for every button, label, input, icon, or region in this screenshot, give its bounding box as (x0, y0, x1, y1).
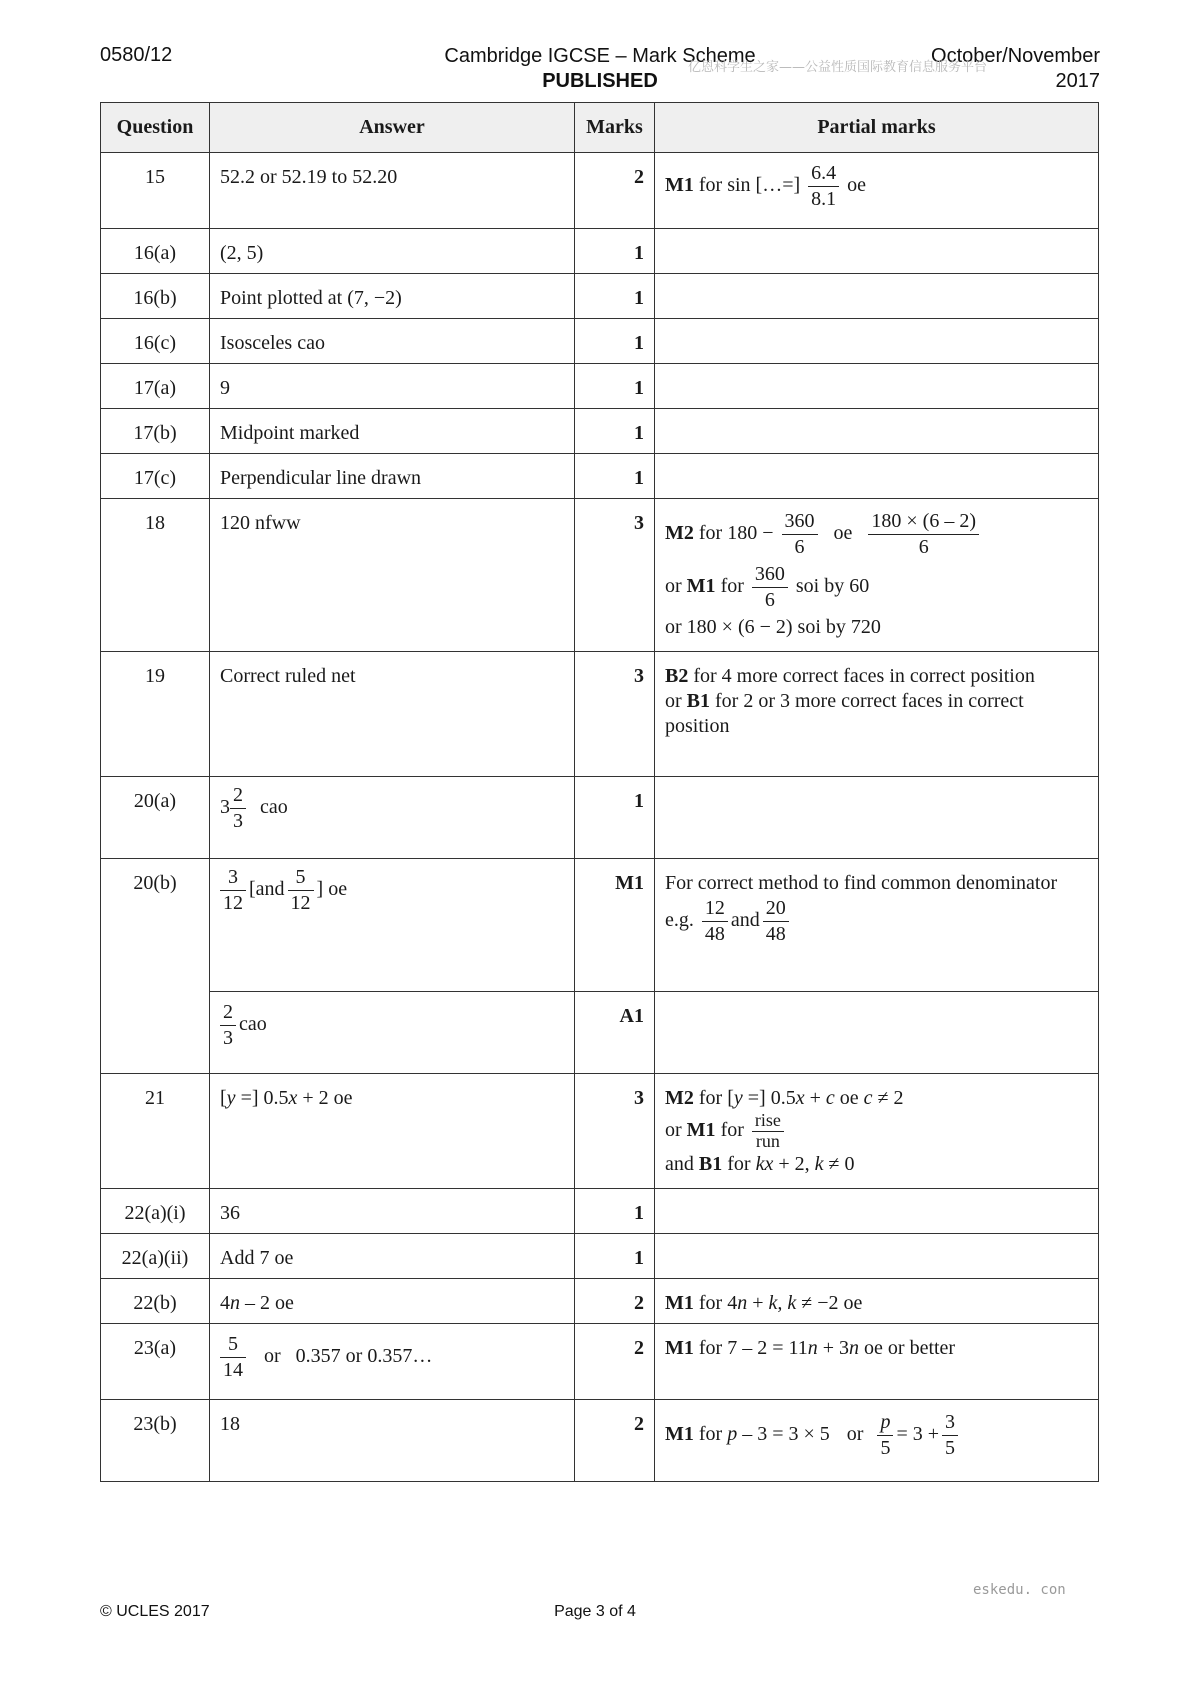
fraction (763, 896, 789, 947)
answer-cell: Correct ruled net (210, 652, 575, 777)
mixed-whole: 3 (220, 796, 230, 819)
answer-text: x (288, 1087, 298, 1109)
mark-code: B1 (686, 690, 711, 712)
partial-text: oe (833, 522, 853, 545)
partial-text: kx (755, 1152, 774, 1175)
year-text: 2017 (1055, 70, 1100, 92)
mark-scheme-table (100, 102, 1099, 1482)
denominator: run (755, 1130, 780, 1151)
partial-text: p (727, 1423, 738, 1446)
answer-cell (210, 992, 575, 1074)
partial-text: for 180 − (698, 522, 774, 545)
fraction (220, 1000, 236, 1051)
partial-cell (655, 409, 1099, 454)
partial-text: soi by 60 (795, 575, 870, 598)
answer-cell: 18 (210, 1400, 575, 1482)
fraction (752, 1111, 784, 1152)
question-cell: 23(a) (101, 1324, 210, 1400)
fraction (702, 896, 728, 947)
question-cell: 22(a)(i) (101, 1189, 210, 1234)
partial-cell (655, 274, 1099, 319)
answer-cell (210, 777, 575, 859)
partial-text: and (730, 909, 760, 932)
partial-cell (655, 1400, 1099, 1482)
fraction (230, 783, 246, 834)
fraction (782, 509, 818, 560)
answer-text: cao (260, 796, 288, 819)
fraction (752, 562, 788, 613)
partial-line (665, 896, 1088, 947)
numerator: 20 (763, 896, 789, 922)
partial-cell (655, 229, 1099, 274)
partial-cell (655, 319, 1099, 364)
partial-text: c (863, 1087, 873, 1109)
answer-cell: 36 (210, 1189, 575, 1234)
partial-text: + 3 (817, 1337, 850, 1359)
partial-cell (655, 153, 1099, 229)
question-cell: 21 (101, 1074, 210, 1189)
partial-cell (655, 777, 1099, 859)
answer-text: – 2 oe (240, 1292, 294, 1314)
question-cell: 16(c) (101, 319, 210, 364)
answer-cell: Add 7 oe (210, 1234, 575, 1279)
marks-cell: 2 (575, 1400, 655, 1482)
marks-cell: 2 (575, 153, 655, 229)
partial-text: ≠ −2 oe (796, 1292, 863, 1314)
answer-cell: Isosceles cao (210, 319, 575, 364)
partial-text: for 7 – 2 = 11 (698, 1337, 808, 1359)
numerator: 360 (752, 562, 788, 588)
denominator: 12 (290, 892, 311, 914)
col-marks: Marks (575, 103, 655, 153)
fraction (220, 865, 246, 916)
marks-cell: 3 (575, 499, 655, 652)
fraction (942, 1410, 958, 1461)
table-row (101, 274, 1099, 319)
table-row (101, 1324, 1099, 1400)
mark-code: M2 (665, 522, 694, 545)
fraction (220, 1332, 246, 1383)
denominator: 6 (794, 536, 805, 558)
answer-cell: (2, 5) (210, 229, 575, 274)
col-partial-marks: Partial marks (655, 103, 1099, 153)
partial-text: oe or better (859, 1337, 956, 1359)
marks-cell: 1 (575, 319, 655, 364)
marks-cell: 1 (575, 454, 655, 499)
partial-line (665, 509, 1088, 560)
mark-code: M1 (686, 575, 716, 598)
partial-text: y (733, 1087, 743, 1109)
partial-text: + (804, 1087, 826, 1109)
numerator: p (877, 1410, 893, 1436)
question-cell: 16(b) (101, 274, 210, 319)
mark-code: B1 (698, 1152, 723, 1175)
table-row (101, 409, 1099, 454)
partial-text: or (665, 575, 682, 598)
table-row (101, 1234, 1099, 1279)
marks-cell: 2 (575, 1324, 655, 1400)
answer-cell: Point plotted at (7, −2) (210, 274, 575, 319)
partial-text: k (782, 1292, 797, 1314)
marks-cell: M1 (575, 859, 655, 992)
partial-cell (655, 992, 1099, 1074)
copyright-text: © UCLES 2017 (100, 1603, 210, 1620)
table-row (101, 1189, 1099, 1234)
numerator: 5 (288, 865, 314, 891)
mark-code: M1 (665, 1337, 694, 1359)
denominator: 6 (918, 536, 929, 558)
numerator: 180 × (6 – 2) (868, 509, 979, 535)
partial-text: for (720, 575, 744, 598)
site-watermark: eskedu. con (973, 1582, 1066, 1598)
answer-text: + 2 oe (297, 1087, 353, 1109)
question-cell: 20(b) (101, 859, 210, 1074)
table-row (101, 499, 1099, 652)
denominator: 8.1 (811, 188, 837, 210)
numerator: 12 (702, 896, 728, 922)
watermark-text: 亿恩科学生之家——公益性质国际教育信息服务平台 (688, 60, 988, 75)
partial-text: n (849, 1337, 860, 1359)
partial-line (665, 562, 1088, 613)
answer-text: 4 (220, 1292, 230, 1314)
table-row (101, 229, 1099, 274)
partial-text: oe (847, 174, 867, 197)
mark-code: M1 (665, 174, 694, 197)
partial-text: ≠ 0 (823, 1152, 855, 1175)
partial-line: For correct method to find common denominator (665, 872, 1058, 894)
answer-cell (210, 1074, 575, 1189)
partial-cell (655, 1074, 1099, 1189)
denominator: 6 (764, 589, 775, 611)
marks-cell: 1 (575, 409, 655, 454)
partial-text: and (665, 1152, 694, 1175)
marks-cell: 1 (575, 229, 655, 274)
partial-text: n (807, 1337, 818, 1359)
partial-text: k (814, 1152, 824, 1175)
answer-cell (210, 1324, 575, 1400)
table-row (101, 777, 1099, 859)
question-cell: 17(c) (101, 454, 210, 499)
partial-line (665, 689, 1088, 739)
question-cell: 16(a) (101, 229, 210, 274)
partial-text: = 3 + (896, 1423, 940, 1446)
marks-cell: 1 (575, 1234, 655, 1279)
denominator: 14 (223, 1359, 243, 1381)
fraction (288, 865, 314, 916)
table-row (101, 1279, 1099, 1324)
table-row (101, 859, 1099, 992)
partial-cell (655, 1279, 1099, 1324)
paper-code: 0580/12 (100, 44, 173, 66)
partial-text: x (795, 1087, 805, 1109)
question-cell: 19 (101, 652, 210, 777)
answer-cell: Midpoint marked (210, 409, 575, 454)
numerator: 3 (220, 865, 246, 891)
partial-text: =] 0.5 (742, 1087, 796, 1109)
partial-text: for 4 more correct faces in correct position (693, 665, 1035, 687)
partial-text: e.g. (665, 909, 694, 932)
answer-text: n (230, 1292, 240, 1314)
answer-text: ] oe (316, 878, 348, 901)
table-row (101, 992, 1099, 1074)
question-cell: 22(b) (101, 1279, 210, 1324)
question-cell: 17(b) (101, 409, 210, 454)
question-cell: 20(a) (101, 777, 210, 859)
partial-text: for [ (698, 1087, 734, 1109)
answer-text: or (264, 1345, 281, 1368)
denominator: 3 (223, 1027, 233, 1049)
partial-text: n (737, 1292, 748, 1314)
denominator: 12 (223, 892, 243, 914)
partial-cell (655, 364, 1099, 409)
partial-line (665, 1152, 1088, 1177)
partial-text: for (720, 1118, 744, 1141)
question-cell: 18 (101, 499, 210, 652)
partial-cell (655, 454, 1099, 499)
partial-text: for (698, 1423, 723, 1446)
table-header-row (101, 103, 1099, 153)
table-row (101, 1400, 1099, 1482)
numerator: 3 (942, 1410, 958, 1436)
table-row (101, 1074, 1099, 1189)
partial-text: or (846, 1423, 864, 1446)
partial-cell (655, 652, 1099, 777)
marks-cell: 1 (575, 777, 655, 859)
partial-line (665, 1086, 1088, 1111)
table-row (101, 319, 1099, 364)
fraction (877, 1410, 893, 1461)
numerator: 5 (220, 1332, 246, 1358)
question-cell: 23(b) (101, 1400, 210, 1482)
partial-cell (655, 499, 1099, 652)
marks-cell: 3 (575, 652, 655, 777)
marks-cell: A1 (575, 992, 655, 1074)
partial-text: for (727, 1152, 751, 1175)
partial-line (665, 664, 1088, 689)
partial-text: or (665, 1118, 682, 1141)
answer-text: 0.357 or 0.357… (295, 1345, 433, 1368)
numerator: 6.4 (808, 161, 839, 187)
denominator: 48 (765, 923, 786, 945)
table-row (101, 652, 1099, 777)
partial-line (665, 1111, 1088, 1152)
table-row (101, 364, 1099, 409)
partial-text: or (665, 690, 682, 712)
table-row (101, 454, 1099, 499)
numerator: 360 (782, 509, 818, 535)
partial-text: for 2 or 3 more correct faces in correct position (665, 690, 1024, 737)
denominator: 48 (704, 923, 725, 945)
answer-text: [ (220, 1087, 227, 1109)
question-cell: 22(a)(ii) (101, 1234, 210, 1279)
answer-cell (210, 1279, 575, 1324)
fraction (808, 161, 839, 212)
partial-text: k, (768, 1292, 783, 1314)
question-cell: 15 (101, 153, 210, 229)
col-question: Question (101, 103, 210, 153)
partial-cell (655, 1324, 1099, 1400)
table-row (101, 153, 1099, 229)
numerator: rise (752, 1111, 784, 1132)
page-number: Page 3 of 4 (554, 1603, 636, 1620)
answer-text: y (226, 1087, 236, 1109)
partial-text: ≠ 2 (872, 1087, 904, 1109)
numerator: 2 (230, 783, 246, 809)
answer-cell: 120 nfww (210, 499, 575, 652)
denominator: 5 (880, 1437, 891, 1459)
mark-code: M1 (686, 1118, 716, 1141)
marks-cell: 3 (575, 1074, 655, 1189)
partial-cell (655, 1189, 1099, 1234)
published-label: PUBLISHED (542, 70, 658, 92)
partial-cell (655, 859, 1099, 992)
answer-text: =] 0.5 (235, 1087, 289, 1109)
answer-cell (210, 859, 575, 992)
marks-cell: 1 (575, 364, 655, 409)
title-text: Cambridge IGCSE – Mark Scheme (444, 45, 756, 67)
fraction (868, 509, 979, 560)
numerator: 2 (220, 1000, 236, 1026)
denominator: 5 (945, 1437, 956, 1459)
denominator: 3 (233, 810, 243, 832)
mark-code: B2 (665, 665, 689, 687)
marks-cell: 1 (575, 274, 655, 319)
partial-text: for 4 (698, 1292, 738, 1314)
mark-code: M1 (665, 1292, 694, 1314)
partial-text: + (747, 1292, 769, 1314)
partial-text: – 3 = 3 × 5 (737, 1423, 830, 1446)
answer-cell: 52.2 or 52.19 to 52.20 (210, 153, 575, 229)
partial-cell (655, 1234, 1099, 1279)
partial-text: c (825, 1087, 835, 1109)
partial-line: or 180 × (6 − 2) soi by 720 (665, 616, 881, 638)
marks-cell: 2 (575, 1279, 655, 1324)
question-cell: 17(a) (101, 364, 210, 409)
col-answer: Answer (210, 103, 575, 153)
mark-code: M1 (665, 1423, 694, 1446)
mark-code: M2 (665, 1087, 694, 1109)
partial-text: + 2, (773, 1152, 815, 1175)
partial-text: oe (834, 1087, 864, 1109)
marks-cell: 1 (575, 1189, 655, 1234)
partial-text: for sin […=] (698, 174, 801, 197)
session-text: October/November (931, 45, 1100, 67)
answer-cell: Perpendicular line drawn (210, 454, 575, 499)
answer-cell: 9 (210, 364, 575, 409)
answer-text: [and (249, 878, 285, 901)
answer-text: cao (239, 1013, 267, 1036)
